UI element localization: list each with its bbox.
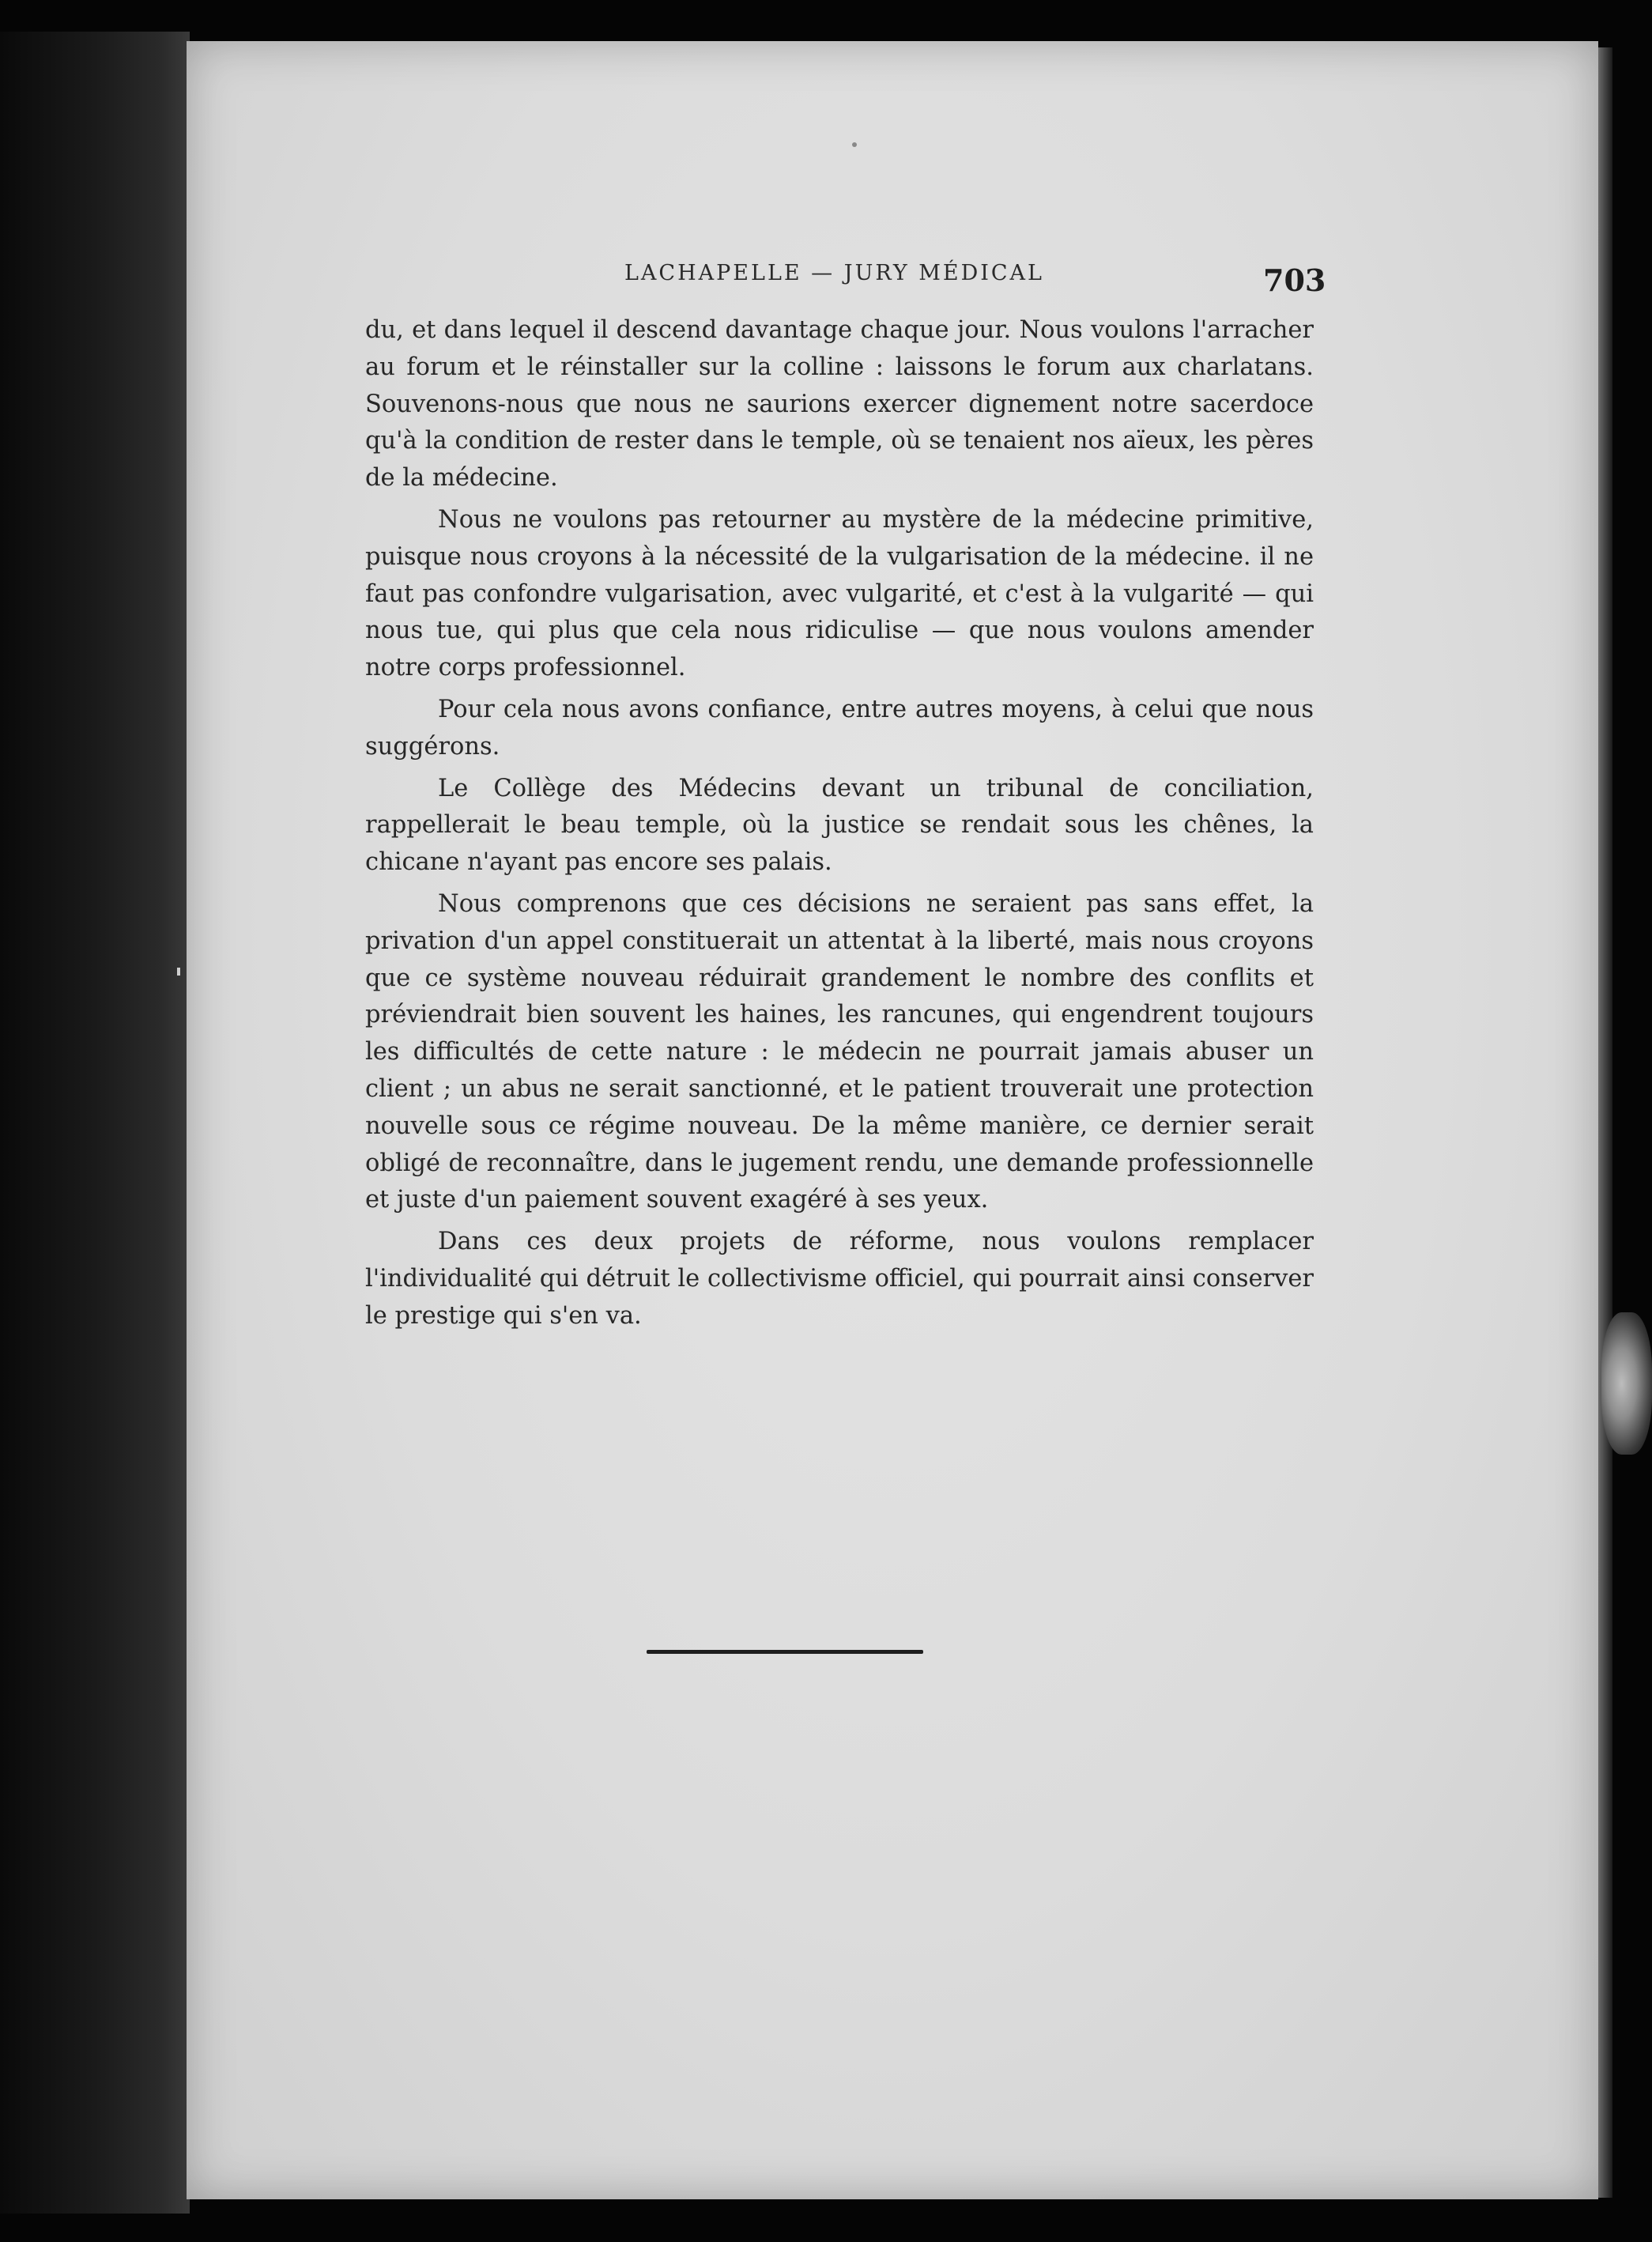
closing-rule: [647, 1650, 923, 1654]
paragraph: Dans ces deux projets de réforme, nous voulons remplacer l'individualité qui détruit le collectivisme officiel, qui pourrait ainsi conserver le prestige qui s'en va.: [365, 1228, 1314, 1330]
body-text: [365, 312, 1314, 1340]
paragraph: Nous ne voulons pas retourner au mystère de la médecine primitive, puisque nous croyons à la nécessité de la vulgarisation de la médecine. il ne faut pas confondre vulgarisation, avec vulgarité, et c'est à la vulgarité — qui nous tue, qui plus que cela nous ridiculise — que nous voulons amender notre corps professionnel.: [365, 505, 1314, 682]
paragraph: Pour cela nous avons confiance, entre autres moyens, à celui que nous suggérons.: [365, 695, 1314, 761]
running-head: LACHAPELLE — JURY MÉDICAL: [624, 261, 1044, 285]
margin-mark: [177, 968, 180, 976]
page-number: 703: [1263, 262, 1326, 298]
paragraph: Nous comprenons que ces décisions ne seraient pas sans effet, la privation d'un appel constituerait un attentat à la liberté, mais nous croyons que ce système nouveau réduirait grandement le nombre des conflits et préviendrait bien souvent les haines, les rancunes, qui engendrent toujours les difficultés de cette nature : le médecin ne pourrait jamais abuser un client ; un abus ne serait sanctionné, et le patient trouverait une protection nouvelle sous ce régime nouveau. De la même manière, ce dernier serait obligé de reconnaître, dans le jugement rendu, une demande professionnelle et juste d'un paiement souvent exagéré à ses yeux.: [365, 889, 1314, 1214]
paper-speck: [852, 142, 857, 147]
page-damage-stain: [1601, 1312, 1652, 1455]
page-right-edge: [1598, 47, 1612, 2198]
paragraph: Le Collège des Médecins devant un tribunal de conciliation, rappellerait le beau temple, où la justice se rendait sous les chênes, la chicane n'ayant pas encore ses palais.: [365, 774, 1314, 877]
paragraph-continuation: du, et dans lequel il descend davantage chaque jour. Nous voulons l'arracher au forum et le réinstaller sur la colline : laissons le forum aux charlatans. Souvenons-nous que nous ne saurions exercer dignement notre sacerdoce qu'à la condition de rester dans le temple, où se tenaient nos aïeux, les pères de la médecine.: [365, 316, 1314, 493]
book-binding-edge: [0, 32, 190, 2214]
